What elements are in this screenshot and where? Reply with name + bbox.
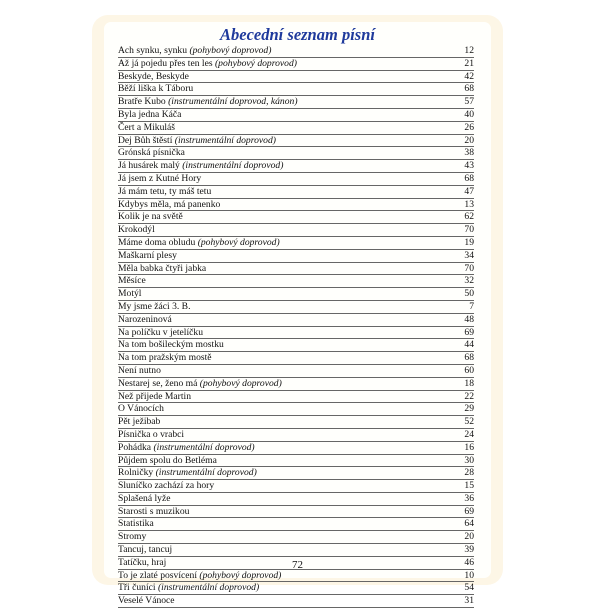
song-row [118, 263, 474, 276]
song-name: Bratře Kubo [118, 96, 166, 108]
song-page-number: 60 [464, 364, 474, 376]
song-page-number: 18 [464, 377, 474, 389]
song-title [118, 45, 271, 56]
song-row [118, 224, 474, 237]
song-page-number: 29 [464, 403, 474, 415]
song-name: Veselé Vánoce [118, 595, 175, 607]
song-page-number: 68 [464, 172, 474, 184]
song-name: Než přijede Martin [118, 390, 191, 402]
song-row [118, 352, 474, 365]
song-page-number: 15 [464, 480, 474, 492]
song-accompaniment-note: (pohybový doprovod) [189, 45, 272, 56]
song-page-number: 21 [464, 57, 474, 69]
song-page-number: 48 [464, 313, 474, 325]
song-row [118, 531, 474, 544]
song-name: Půjdem spolu do Betléma [118, 454, 217, 466]
song-page-number: 46 [464, 556, 474, 568]
song-title [118, 582, 259, 593]
song-accompaniment-note: (instrumentální doprovod) [155, 467, 257, 479]
song-row [118, 250, 474, 263]
song-row [118, 391, 474, 404]
song-row [118, 467, 474, 480]
song-row [118, 83, 474, 96]
song-name: Měla babka čtyři jabka [118, 262, 207, 274]
song-title [118, 147, 185, 158]
song-title [118, 570, 281, 581]
song-page-number: 19 [464, 236, 474, 248]
song-name: Splašená lyže [118, 492, 171, 504]
song-page-number: 16 [464, 441, 474, 453]
song-name: Já jsem z Kutné Hory [118, 172, 202, 184]
song-accompaniment-note: (instrumentální doprovod) [153, 441, 255, 453]
song-index-list [118, 45, 474, 608]
song-row [118, 506, 474, 519]
song-title [118, 429, 184, 440]
song-title [118, 263, 206, 274]
song-title [118, 480, 214, 491]
song-page-number: 38 [464, 147, 474, 159]
song-page-number: 52 [464, 416, 474, 428]
song-page-number: 13 [464, 198, 474, 210]
song-accompaniment-note: (pohybový doprovod) [197, 236, 280, 248]
song-page-number: 62 [464, 211, 474, 223]
song-title [118, 199, 220, 210]
song-row [118, 314, 474, 327]
song-name: Byla jedna Káča [118, 108, 182, 120]
song-accompaniment-note: (instrumentální doprovod, kánon) [168, 96, 298, 108]
song-title [118, 339, 224, 350]
song-page-number: 28 [464, 467, 474, 479]
song-name: Na tom bošileckým mostku [118, 339, 224, 351]
song-name: Na políčku v jetelíčku [118, 326, 203, 338]
song-title [118, 224, 155, 235]
song-row [118, 365, 474, 378]
song-row [118, 429, 474, 442]
song-title [118, 109, 181, 120]
song-name: Na tom pražským mostě [118, 352, 212, 364]
song-name: Tři čuníci [118, 582, 156, 594]
song-row [118, 173, 474, 186]
song-name: Krokodýl [118, 224, 155, 236]
song-page-number: 57 [464, 96, 474, 108]
song-name: Ach synku, synku [118, 45, 188, 56]
song-name: Není nutno [118, 364, 161, 376]
song-row [118, 58, 474, 71]
song-page-number: 31 [464, 595, 474, 607]
song-title [118, 595, 175, 606]
song-accompaniment-note: (instrumentální doprovod) [157, 582, 260, 594]
song-title [118, 442, 255, 453]
song-title [118, 416, 160, 427]
song-title [118, 544, 172, 555]
song-name: Čert a Mikuláš [118, 121, 176, 133]
song-row [118, 403, 474, 416]
song-row [118, 122, 474, 135]
song-title [118, 467, 257, 478]
song-title [118, 96, 298, 107]
song-title [118, 301, 190, 312]
song-page-number: 36 [464, 492, 474, 504]
song-page-number: 43 [464, 160, 474, 172]
song-name: Maškarní plesy [118, 249, 177, 261]
song-page-number: 70 [464, 224, 474, 236]
song-row [118, 327, 474, 340]
song-title [118, 186, 211, 197]
song-row [118, 378, 474, 391]
song-page-number: 69 [464, 505, 474, 517]
song-title [118, 83, 193, 94]
song-title [118, 327, 203, 338]
song-title [118, 173, 201, 184]
song-page-number: 26 [464, 121, 474, 133]
song-title [118, 493, 170, 504]
song-row [118, 442, 474, 455]
song-row [118, 135, 474, 148]
song-page-number: 30 [464, 454, 474, 466]
song-page-number: 44 [464, 339, 474, 351]
song-row [118, 570, 474, 583]
song-name: Tancuj, tancuj [118, 544, 173, 556]
song-name: Rolničky [118, 467, 154, 479]
song-title [118, 403, 164, 414]
song-row [118, 493, 474, 506]
song-row [118, 582, 474, 595]
song-name: Beskyde, Beskyde [118, 70, 189, 82]
song-row [118, 518, 474, 531]
song-name: My jsme žáci 3. B. [118, 300, 191, 312]
song-title [118, 352, 212, 363]
song-name: Písnička o vrabci [118, 428, 185, 440]
song-name: Já mám tetu, ty máš tetu [118, 185, 212, 197]
song-row [118, 237, 474, 250]
song-row [118, 45, 474, 58]
song-page-number: 40 [464, 108, 474, 120]
song-name: Narozeninová [118, 313, 172, 325]
song-page-number: 70 [464, 262, 474, 274]
song-name: Máme doma obludu [118, 236, 196, 248]
song-name: Starosti s muzikou [118, 505, 190, 517]
song-page-number: 68 [464, 352, 474, 364]
song-page-number: 47 [464, 185, 474, 197]
song-title [118, 365, 161, 376]
song-accompaniment-note: (pohybový doprovod) [214, 57, 297, 69]
song-row [118, 339, 474, 352]
song-name: Pohádka [118, 441, 152, 453]
song-title [118, 531, 146, 542]
song-row [118, 199, 474, 212]
song-name: Grónská písnička [118, 147, 185, 159]
song-accompaniment-note: (instrumentální doprovod) [174, 134, 276, 146]
song-title [118, 455, 217, 466]
song-row [118, 416, 474, 429]
song-title [118, 237, 280, 248]
song-title [118, 288, 141, 299]
song-page-number: 7 [469, 300, 474, 312]
song-row [118, 275, 474, 288]
page-number: 72 [292, 559, 303, 571]
song-name: Kdybys měla, má panenko [118, 198, 221, 210]
song-page-number: 64 [464, 518, 474, 530]
song-page-number: 24 [464, 428, 474, 440]
song-page-number: 50 [464, 288, 474, 300]
song-title [118, 122, 175, 133]
song-title [118, 378, 282, 389]
song-title [118, 518, 154, 529]
song-name: Sluníčko zachází za hory [118, 480, 215, 492]
song-row [118, 160, 474, 173]
song-title [118, 250, 177, 261]
song-name: Pět ježibab [118, 416, 161, 428]
song-name: Statistika [118, 518, 154, 530]
song-accompaniment-note: (instrumentální doprovod) [182, 160, 284, 172]
song-row [118, 71, 474, 84]
song-name: Tatíčku, hraj [118, 556, 167, 568]
song-row [118, 211, 474, 224]
song-row [118, 109, 474, 122]
song-page-number: 22 [464, 390, 474, 402]
song-page-number: 32 [464, 275, 474, 287]
song-page-number: 39 [464, 544, 474, 556]
song-title [118, 135, 276, 146]
song-title [118, 160, 283, 171]
song-title [118, 506, 189, 517]
song-page-number: 20 [464, 134, 474, 146]
song-row [118, 186, 474, 199]
song-title [118, 391, 191, 402]
song-row [118, 455, 474, 468]
song-title [118, 58, 297, 69]
song-name: Až já pojedu přes ten les [118, 57, 213, 69]
song-accompaniment-note: (pohybový doprovod) [199, 377, 282, 389]
song-row [118, 147, 474, 160]
song-title [118, 211, 183, 222]
song-name: Já husárek malý [118, 160, 180, 172]
song-name: Motýl [118, 288, 142, 300]
song-row [118, 480, 474, 493]
song-row [118, 595, 474, 608]
song-name: Běží liška k Táboru [118, 83, 194, 95]
song-page-number: 54 [464, 582, 474, 594]
song-name: Kolik je na světě [118, 211, 183, 223]
song-page-number: 42 [464, 70, 474, 82]
song-name: Dej Bůh štěstí [118, 134, 173, 146]
song-name: Měsíce [118, 275, 146, 287]
song-title [118, 314, 172, 325]
song-name: Nestarej se, ženo má [118, 377, 198, 389]
song-page-number: 69 [464, 326, 474, 338]
song-name: To je zlaté posvícení [118, 569, 197, 581]
song-row [118, 288, 474, 301]
page-title: Abecední seznam písní [220, 25, 375, 44]
song-accompaniment-note: (pohybový doprovod) [199, 569, 282, 581]
song-row [118, 544, 474, 557]
song-title [118, 275, 146, 286]
song-name: Stromy [118, 531, 147, 543]
song-page-number: 68 [464, 83, 474, 95]
song-page-number: 34 [464, 249, 474, 261]
song-page-number: 20 [464, 531, 474, 543]
song-row [118, 96, 474, 109]
song-row [118, 301, 474, 314]
song-name: O Vánocích [118, 403, 164, 415]
song-title [118, 71, 189, 82]
song-page-number: 10 [464, 569, 474, 581]
song-page-number: 12 [464, 45, 474, 56]
